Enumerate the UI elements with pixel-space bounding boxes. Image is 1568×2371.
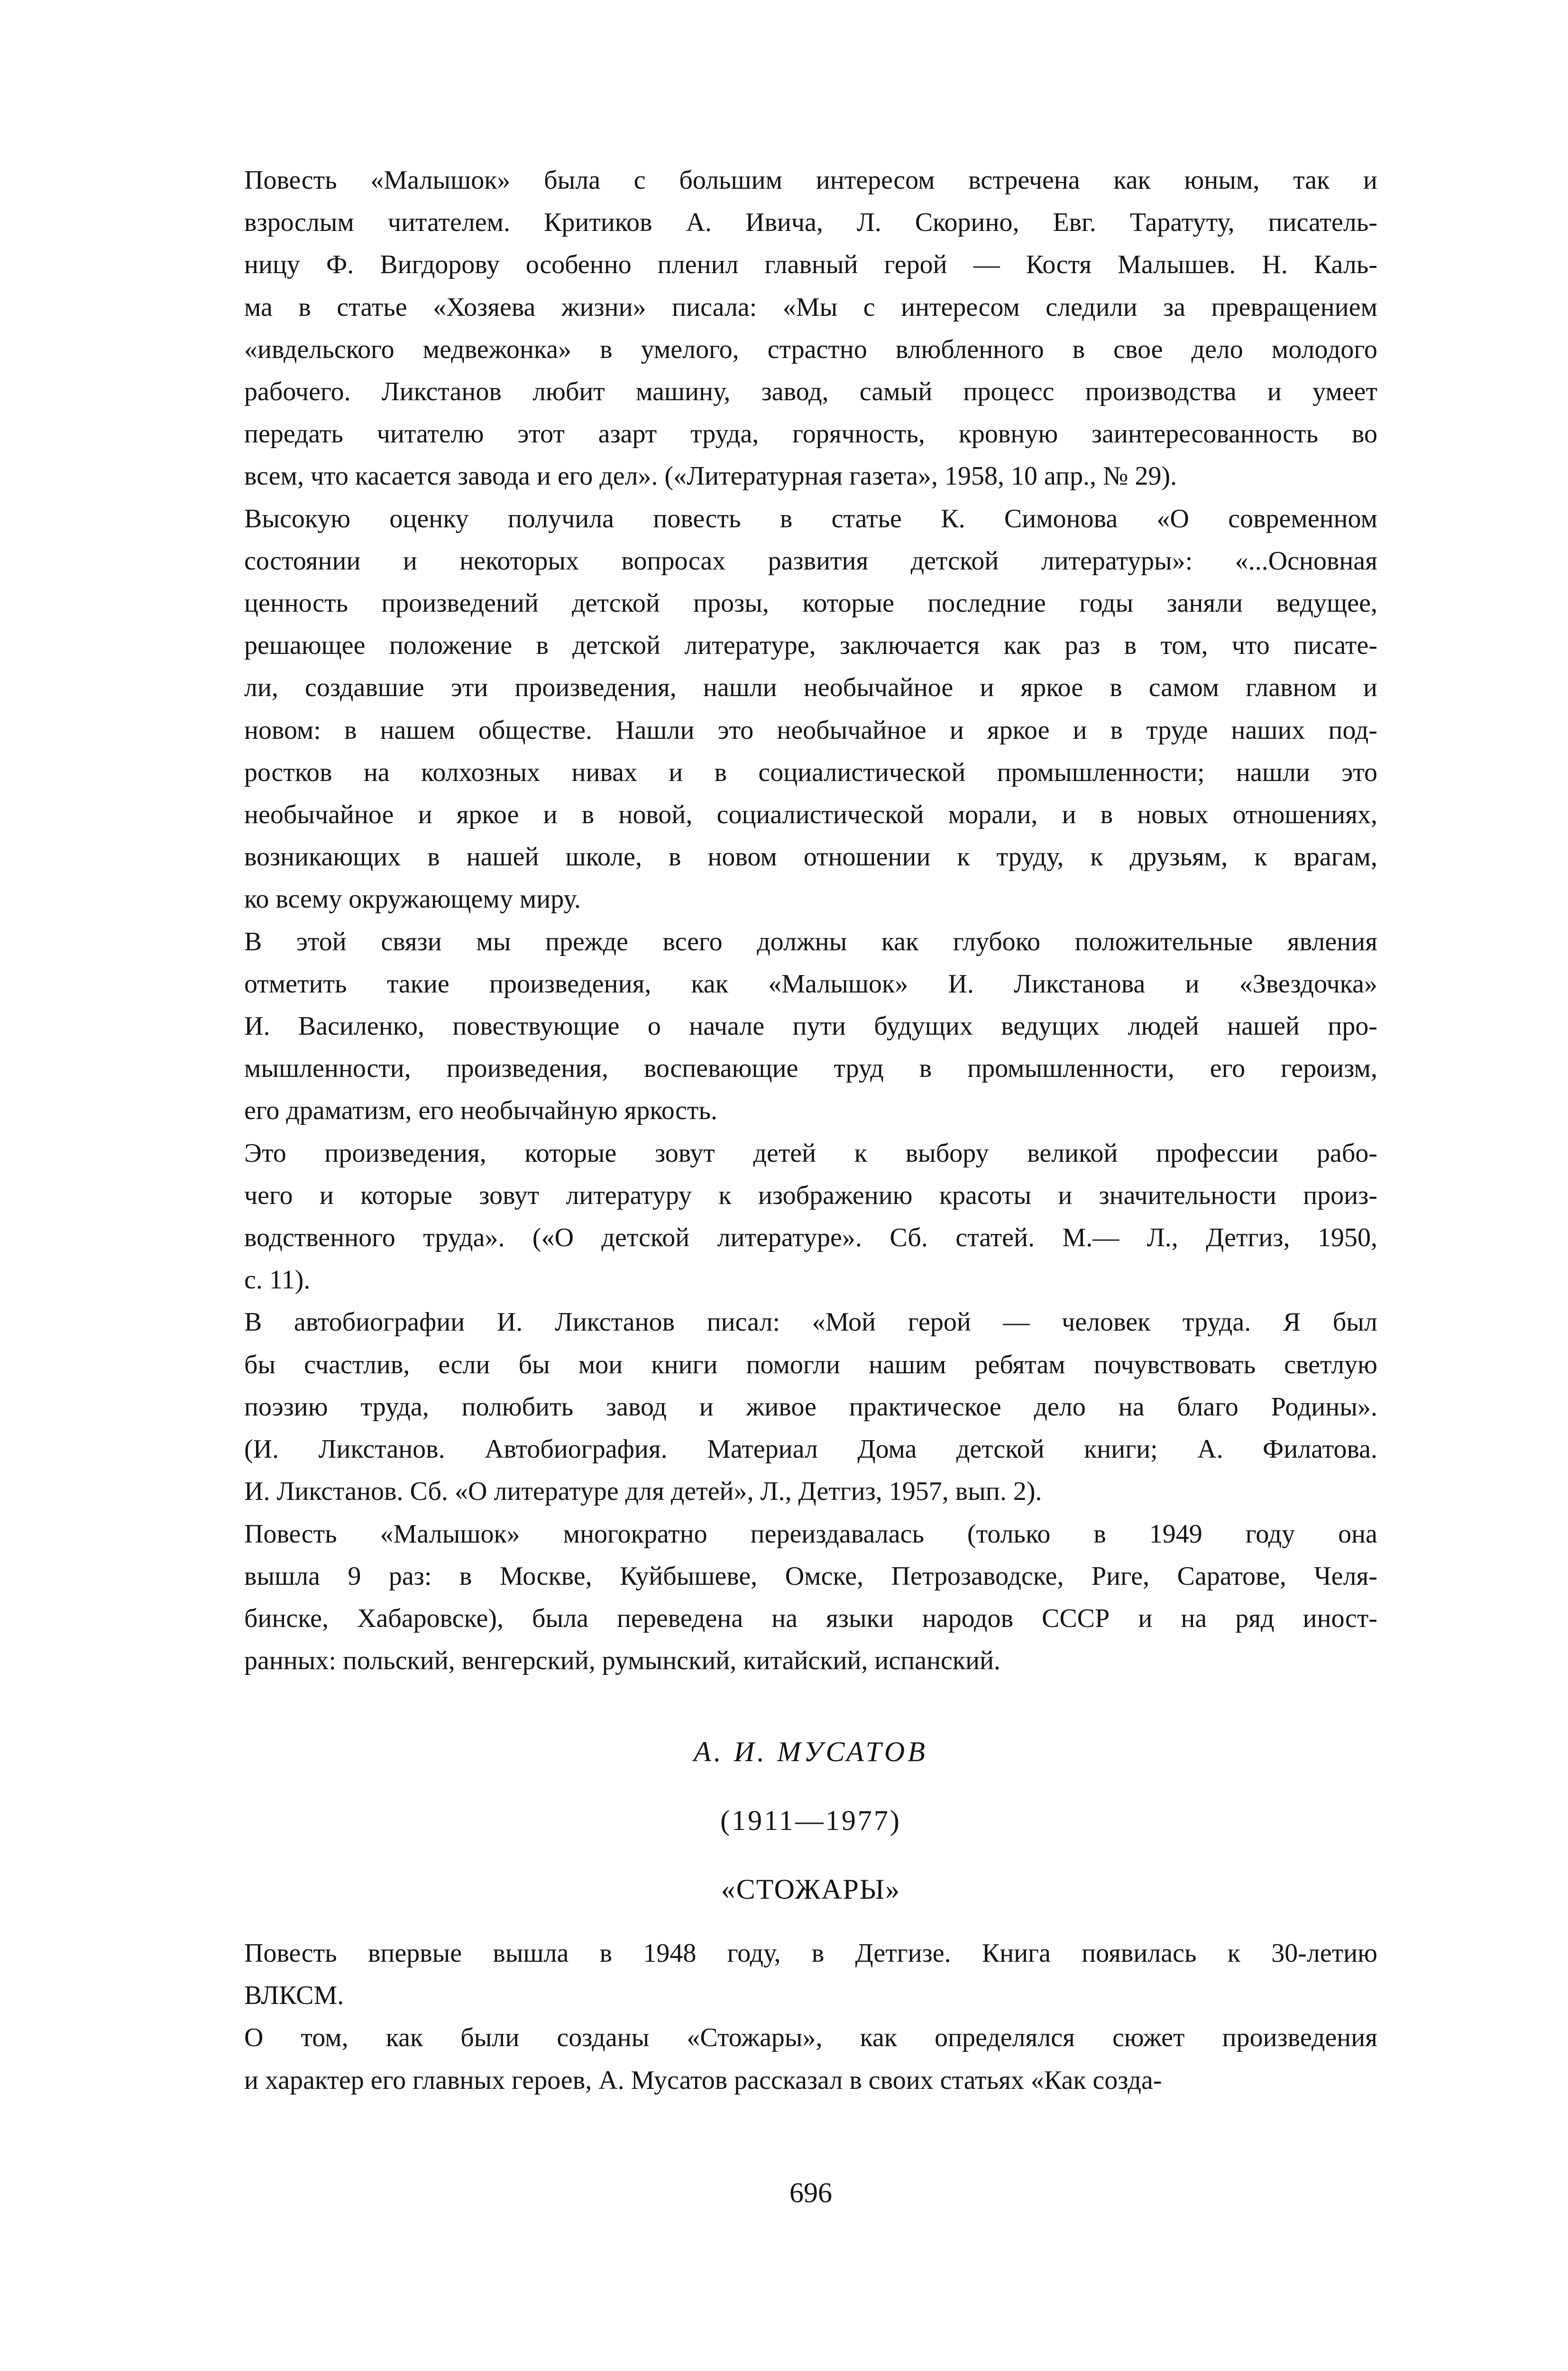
text-line: его драматизм, его необычайную яркость. xyxy=(244,1096,717,1126)
text-line: с. 11). xyxy=(244,1265,311,1295)
text-line: ВЛКСМ. xyxy=(244,1981,344,2011)
text-line: чего и которые зовут литературу к изображению красоты и значительности произ- xyxy=(244,1180,1377,1210)
text-line: взрослым читателем. Критиков А. Ивича, Л. Скорино, Евг. Таратуту, писатель- xyxy=(244,208,1377,238)
text-line: Повесть «Малышок» была с большим интересом встречена как юным, так и xyxy=(244,165,1377,195)
author-heading: А. И. МУСАТОВ xyxy=(694,1736,928,1767)
text-line: состоянии и некоторых вопросах развития детской литературы»: «...Основная xyxy=(244,546,1377,576)
text-line: О том, как были созданы «Стожары», как определялся сюжет произведения xyxy=(244,2023,1377,2053)
text-line: мышленности, произведения, воспевающие труд в промышленности, его героизм, xyxy=(244,1054,1377,1084)
text-line: ницу Ф. Вигдорову особенно пленил главный герой — Костя Малышев. Н. Каль- xyxy=(244,250,1377,280)
text-line: Повесть «Малышок» многократно переиздавалась (только в 1949 году она xyxy=(244,1519,1377,1549)
text-line: всем, что касается завода и его дел». («Литературная газета», 1958, 10 апр., № 29). xyxy=(244,461,1177,491)
text-line: рабочего. Ликстанов любит машину, завод, самый процесс производства и умеет xyxy=(244,377,1377,407)
text-line: (И. Ликстанов. Автобиография. Материал Дома детской книги; А. Филатова. xyxy=(244,1434,1377,1464)
text-line: ростков на колхозных нивах и в социалистической промышленности; нашли это xyxy=(244,757,1377,787)
text-line: В этой связи мы прежде всего должны как глубоко положительные явления xyxy=(244,927,1377,956)
work-title: «СТОЖАРЫ» xyxy=(721,1874,901,1905)
text-line: бинске, Хабаровске), была переведена на языки народов СССР и на ряд иност- xyxy=(244,1603,1377,1633)
text-line: возникающих в нашей школе, в новом отношении к труду, к друзьям, к врагам, xyxy=(244,842,1377,872)
text-line: отметить такие произведения, как «Малышок» И. Ликстанова и «Звездочка» xyxy=(244,969,1377,999)
text-line: новом: в нашем обществе. Нашли это необычайное и яркое и в труде наших под- xyxy=(244,715,1377,745)
page-number: 696 xyxy=(789,2177,832,2208)
text-line: И. Ликстанов. Сб. «О литературе для детей», Л., Детгиз, 1957, вып. 2). xyxy=(244,1477,1042,1507)
text-line: передать читателю этот азарт труда, горячность, кровную заинтересованность во xyxy=(244,419,1377,449)
text-line: водственного труда». («О детской литературе». Сб. статей. М.— Л., Детгиз, 1950, xyxy=(244,1223,1377,1253)
text-line: поэзию труда, полюбить завод и живое практическое дело на благо Родины». xyxy=(244,1392,1377,1422)
text-line: Это произведения, которые зовут детей к выбору великой профессии рабо- xyxy=(244,1138,1377,1168)
text-line: И. Василенко, повествующие о начале пути будущих ведущих людей нашей про- xyxy=(244,1011,1377,1041)
text-line: ли, создавшие эти произведения, нашли необычайное и яркое в самом главном и xyxy=(244,673,1377,703)
text-line: Повесть впервые вышла в 1948 году, в Детгизе. Книга появилась к 30-летию xyxy=(244,1939,1377,1968)
author-years: (1911—1977) xyxy=(720,1805,901,1836)
text-line: и характер его главных героев, А. Мусатов рассказал в своих статьях «Как созда- xyxy=(244,2065,1162,2095)
text-line: ко всему окружающему миру. xyxy=(244,884,581,914)
text-line: Высокую оценку получила повесть в статье К. Симонова «О современном xyxy=(244,504,1377,533)
text-line: ценность произведений детской прозы, которые последние годы заняли ведущее, xyxy=(244,588,1377,618)
text-line: вышла 9 раз: в Москве, Куйбышеве, Омске, Петрозаводске, Риге, Саратове, Челя- xyxy=(244,1561,1377,1591)
text-line: бы счастлив, если бы мои книги помогли нашим ребятам почувствовать светлую xyxy=(244,1350,1377,1379)
body-text-section-one xyxy=(244,159,1377,1682)
text-line: ма в статье «Хозяева жизни» писала: «Мы с интересом следили за превращением xyxy=(244,292,1377,322)
text-line: решающее положение в детской литературе, заключается как раз в том, что писате- xyxy=(244,631,1377,661)
text-line: ранных: польский, венгерский, румынский, китайский, испанский. xyxy=(244,1646,1001,1676)
text-line: «ивдельского медвежонка» в умелого, страстно влюбленного в свое дело молодого xyxy=(244,334,1377,364)
text-line: В автобиографии И. Ликстанов писал: «Мой герой — человек труда. Я был xyxy=(244,1307,1377,1337)
body-text-section-two xyxy=(244,1932,1377,2102)
text-line: необычайное и яркое и в новой, социалистической морали, и в новых отношениях, xyxy=(244,800,1377,830)
